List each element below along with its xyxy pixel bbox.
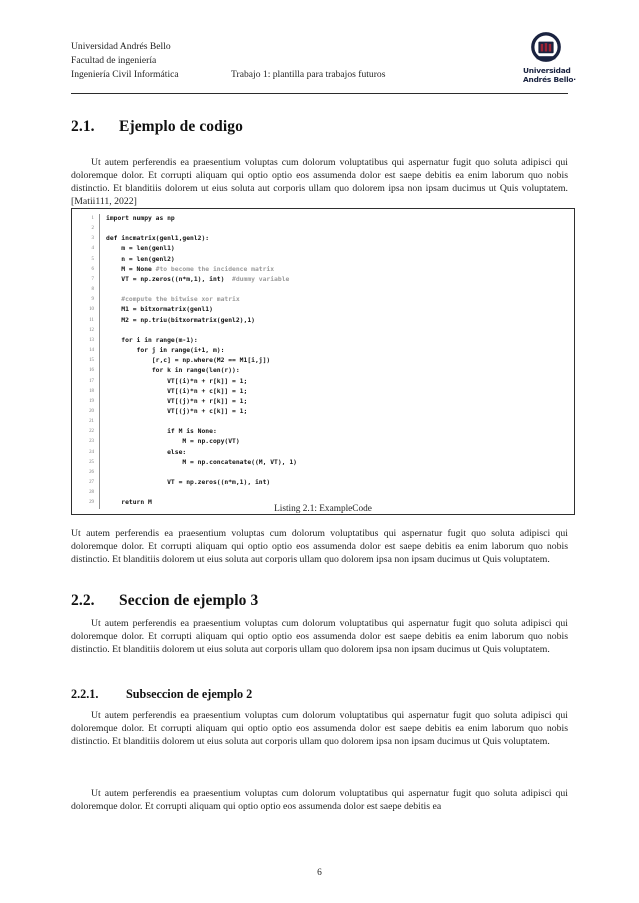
code-line bbox=[72, 468, 574, 478]
section-number-2-1: 2.1. bbox=[71, 118, 95, 135]
code-line-number: 23 bbox=[72, 437, 100, 447]
paragraph-after-listing: Ut autem perferendis ea praesentium voluptas cum dolorum voluptatibus qui aspernatur fugit quo soluta adipisci qui doloremque dolor. Et corrupti aliquam qui optio optio eos assumenda dolor est saepe debitis ea enim laborum quo nobis distinctio. Et blanditiis dolorem ut eius soluta aut corporis ullam quo dolorem ipsa non ipsam ducimus ut Quis voluptatem. bbox=[71, 528, 568, 566]
code-line bbox=[72, 326, 574, 336]
code-token: M = None bbox=[106, 265, 156, 273]
code-line-text bbox=[100, 285, 575, 295]
section-heading-2-1 bbox=[71, 118, 568, 137]
code-line bbox=[72, 255, 574, 265]
code-comment: #compute the bitwise xor matrix bbox=[121, 296, 240, 304]
code-line-text bbox=[100, 356, 575, 366]
code-line bbox=[72, 366, 574, 376]
paragraph-final: Ut autem perferendis ea praesentium voluptas cum dolorum voluptatibus qui aspernatur fugit quo soluta adipisci qui doloremque dolor. Et corrupti aliquam qui optio optio eos assumenda dolor est saepe debitis ea bbox=[71, 788, 568, 813]
code-line-number: 29 bbox=[72, 498, 100, 508]
code-line bbox=[72, 214, 574, 224]
code-line-number: 18 bbox=[72, 387, 100, 397]
code-token bbox=[106, 296, 121, 303]
code-line bbox=[72, 417, 574, 427]
code-line-number: 27 bbox=[72, 478, 100, 488]
code-line-number: 16 bbox=[72, 366, 100, 376]
code-line bbox=[72, 488, 574, 498]
code-token: VT[(j)*n + r[k]] = 1; bbox=[106, 397, 248, 405]
code-line-number: 25 bbox=[72, 458, 100, 468]
code-line bbox=[72, 387, 574, 397]
code-line bbox=[72, 336, 574, 346]
code-line bbox=[72, 244, 574, 254]
code-token: M = np.copy(VT) bbox=[106, 438, 240, 446]
code-line-number: 17 bbox=[72, 377, 100, 387]
section-number-2-2: 2.2. bbox=[71, 592, 95, 609]
code-listing-table bbox=[72, 214, 574, 509]
subsection-title-2-2-1: Subseccion de ejemplo 2 bbox=[126, 687, 253, 701]
code-line-text bbox=[100, 427, 575, 437]
page-header bbox=[71, 40, 576, 92]
code-line-number: 10 bbox=[72, 305, 100, 315]
code-line-text bbox=[100, 305, 575, 315]
code-line-text bbox=[100, 437, 575, 447]
code-line-number: 13 bbox=[72, 336, 100, 346]
page-number: 6 bbox=[317, 868, 322, 878]
code-line-number: 14 bbox=[72, 346, 100, 356]
code-line-text bbox=[100, 488, 575, 498]
code-token: for j in range(i+1, m): bbox=[106, 347, 225, 355]
code-token: M1 = bitxormatrix(genl1) bbox=[106, 306, 213, 314]
code-line bbox=[72, 458, 574, 468]
code-line-number: 11 bbox=[72, 316, 100, 326]
paragraph-2-1: Ut autem perferendis ea praesentium voluptas cum dolorum voluptatibus qui aspernatur fugit quo soluta adipisci qui doloremque dolor. Et corrupti aliquam qui optio optio eos assumenda dolor est saepe debitis ea enim laborum quo nobis distinctio. Et blanditiis dolorem ut eius soluta aut corporis ullam quo dolorem ipsa non ipsam ducimus ut Quis voluptatem.[Matii111, 2022] bbox=[71, 157, 568, 208]
code-line bbox=[72, 478, 574, 488]
code-token: for i in range(m-1): bbox=[106, 336, 198, 344]
code-line bbox=[72, 407, 574, 417]
code-line bbox=[72, 265, 574, 275]
code-line-text bbox=[100, 295, 575, 305]
code-line bbox=[72, 356, 574, 366]
subsection-heading-2-2-1 bbox=[71, 687, 568, 702]
code-line-text bbox=[100, 468, 575, 478]
logo-emblem-icon bbox=[523, 31, 569, 67]
institution-line-3: Ingeniería Civil Informática bbox=[71, 69, 179, 81]
code-line-number: 19 bbox=[72, 397, 100, 407]
listing-caption: Listing 2.1: ExampleCode bbox=[274, 504, 372, 514]
code-line-text bbox=[100, 244, 575, 254]
code-line-text bbox=[100, 387, 575, 397]
header-divider bbox=[71, 93, 568, 94]
code-line-text bbox=[100, 214, 575, 224]
code-line-text bbox=[100, 326, 575, 336]
code-line-number: 6 bbox=[72, 265, 100, 275]
code-line-number: 4 bbox=[72, 244, 100, 254]
code-line-number: 5 bbox=[72, 255, 100, 265]
logo-wordmark-line-2: Andrés Bello· bbox=[523, 74, 576, 84]
paragraph-2-2: Ut autem perferendis ea praesentium voluptas cum dolorum voluptatibus qui aspernatur fugit quo soluta adipisci qui doloremque dolor. Et corrupti aliquam qui optio optio eos assumenda dolor est saepe debitis ea enim laborum quo nobis distinctio. Et blanditiis dolorem ut eius soluta aut corporis ullam quo dolorem ipsa non ipsam ducimus ut Quis voluptatem. bbox=[71, 618, 568, 656]
code-line bbox=[72, 427, 574, 437]
code-line-number: 28 bbox=[72, 488, 100, 498]
code-token: for k in range(len(r)): bbox=[106, 367, 240, 375]
code-line-number: 7 bbox=[72, 275, 100, 285]
code-line-text bbox=[100, 265, 575, 275]
code-line-text bbox=[100, 478, 575, 488]
code-line bbox=[72, 295, 574, 305]
code-line-text bbox=[100, 448, 575, 458]
logo-wordmark-line-1: Universidad bbox=[523, 66, 571, 75]
header-document-title: Trabajo 1: plantilla para trabajos futuros bbox=[231, 69, 386, 81]
logo-wordmark bbox=[523, 66, 576, 84]
code-listing-frame bbox=[71, 208, 575, 515]
code-token: VT[(i)*n + r[k]] = 1; bbox=[106, 377, 248, 385]
code-line-text bbox=[100, 224, 575, 234]
code-token: n = len(genl2) bbox=[106, 255, 175, 263]
code-line-text bbox=[100, 366, 575, 376]
code-token: import numpy as np bbox=[106, 215, 175, 222]
code-line bbox=[72, 377, 574, 387]
code-line-text bbox=[100, 407, 575, 417]
code-line-number: 3 bbox=[72, 234, 100, 244]
code-token: VT = np.zeros((n*m,1), int) bbox=[106, 479, 271, 487]
code-line-text bbox=[100, 417, 575, 427]
code-line bbox=[72, 224, 574, 234]
code-line-number: 1 bbox=[72, 214, 100, 224]
institution-block bbox=[71, 40, 179, 83]
code-line-text bbox=[100, 336, 575, 346]
code-line-text bbox=[100, 275, 575, 285]
code-token: VT = np.zeros((n*m,1), int) bbox=[106, 275, 233, 283]
paragraph-2-2-1: Ut autem perferendis ea praesentium voluptas cum dolorum voluptatibus qui aspernatur fugit quo soluta adipisci qui doloremque dolor. Et corrupti aliquam qui optio optio eos assumenda dolor est saepe debitis ea enim laborum quo nobis distinctio. Et blanditiis dolorem ut eius soluta aut corporis ullam quo dolorem ipsa non ipsam ducimus ut Quis voluptatem. bbox=[71, 710, 568, 748]
code-token: def incmatrix(genl1,genl2): bbox=[106, 235, 210, 243]
code-token: M = np.concatenate((M, VT), 1) bbox=[106, 458, 297, 466]
code-comment: #to become the incidence matrix bbox=[155, 265, 275, 273]
code-token: M2 = np.triu(bitxormatrix(genl2),1) bbox=[106, 316, 255, 324]
code-line bbox=[72, 437, 574, 447]
code-line-number: 15 bbox=[72, 356, 100, 366]
institution-line-2: Facultad de ingeniería bbox=[71, 55, 157, 67]
code-line bbox=[72, 346, 574, 356]
code-line-number: 12 bbox=[72, 326, 100, 336]
code-line bbox=[72, 316, 574, 326]
code-line-text bbox=[100, 346, 575, 356]
code-token: if M is None: bbox=[106, 428, 217, 436]
code-line bbox=[72, 234, 574, 244]
code-comment: #dummy variable bbox=[232, 275, 290, 283]
code-line bbox=[72, 285, 574, 295]
section-title-2-1: Ejemplo de codigo bbox=[119, 118, 243, 135]
code-line-text bbox=[100, 458, 575, 468]
code-token: else: bbox=[106, 448, 187, 456]
code-line-number: 8 bbox=[72, 285, 100, 295]
code-line-number: 26 bbox=[72, 468, 100, 478]
code-line bbox=[72, 448, 574, 458]
subsection-number-2-2-1: 2.2.1. bbox=[71, 687, 99, 701]
code-token: return M bbox=[106, 499, 152, 507]
code-line bbox=[72, 275, 574, 285]
universidad-andres-bello-logo bbox=[523, 31, 576, 89]
code-token: m = len(genl1) bbox=[106, 245, 175, 253]
code-token: VT[(j)*n + c[k]] = 1; bbox=[106, 407, 248, 415]
code-line bbox=[72, 397, 574, 407]
code-line bbox=[72, 305, 574, 315]
code-line-text bbox=[100, 234, 575, 244]
section-heading-2-2 bbox=[71, 592, 568, 611]
code-line-number: 9 bbox=[72, 295, 100, 305]
code-line-text bbox=[100, 397, 575, 407]
code-line-number: 22 bbox=[72, 427, 100, 437]
code-line-number: 21 bbox=[72, 417, 100, 427]
code-line-number: 2 bbox=[72, 224, 100, 234]
code-line-text bbox=[100, 316, 575, 326]
code-token: VT[(i)*n + c[k]] = 1; bbox=[106, 387, 248, 395]
code-token: [r,c] = np.where(M2 == M1[i,j]) bbox=[106, 357, 271, 365]
code-line-number: 20 bbox=[72, 407, 100, 417]
code-line-text bbox=[100, 377, 575, 387]
section-title-2-2: Seccion de ejemplo 3 bbox=[119, 592, 259, 609]
institution-line-1: Universidad Andrés Bello bbox=[71, 41, 171, 52]
code-line-text bbox=[100, 255, 575, 265]
code-line-number: 24 bbox=[72, 448, 100, 458]
